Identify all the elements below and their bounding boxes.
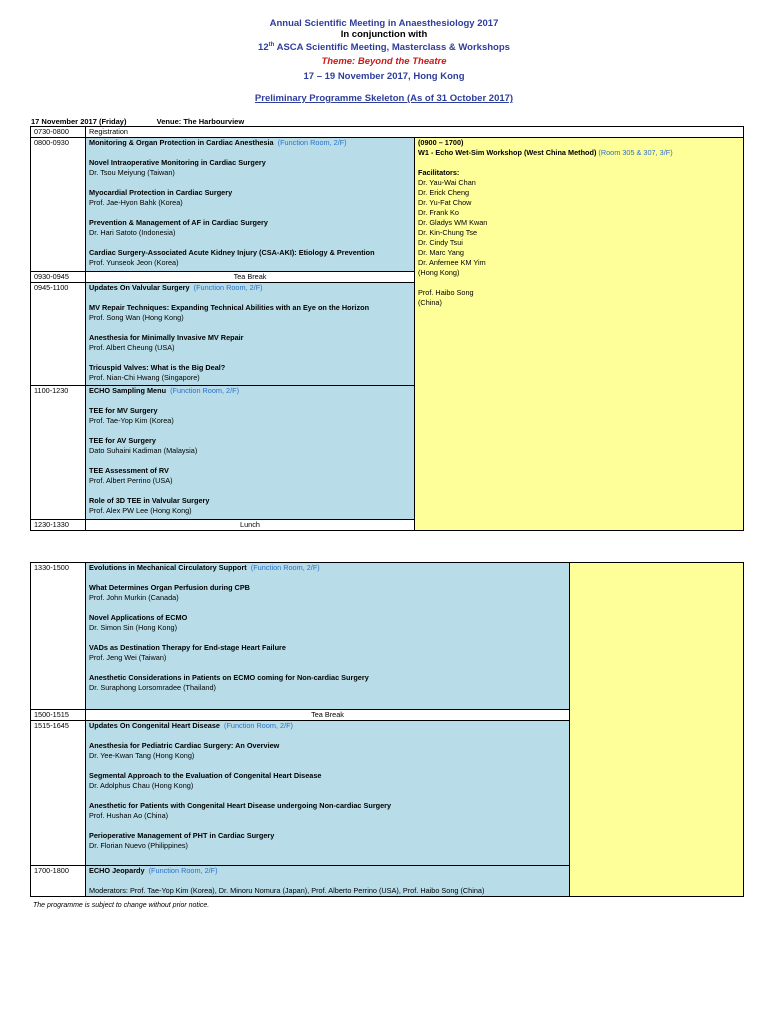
session-cell [86,563,570,710]
dates-line: 17 – 19 November 2017, Hong Kong [303,71,465,82]
facilitator: Dr. Gladys WM Kwan [418,218,488,227]
facilitator: Dr. Yu-Fat Chow [418,198,472,207]
day-venue: Venue: The Harbourview [156,117,245,126]
session-room: (Function Room, 2/F) [170,386,240,395]
speaker: Dr. Hari Satoto (Indonesia) [89,228,176,237]
session-room: (Function Room, 2/F) [250,563,320,572]
speaker: Dr. Tsou Meiyung (Taiwan) [89,168,175,177]
break-cell: Lunch [86,520,415,531]
speaker: Prof. Hushan Ao (China) [89,811,169,820]
programme-table-morning [30,126,744,531]
day-date: 17 November 2017 (Friday) [31,117,127,126]
workshop-cell [415,138,744,531]
speaker: Prof. Nian-Chi Hwang (Singapore) [89,373,200,382]
talk-title: VADs as Destination Therapy for End-stage Heart Failure [89,643,286,652]
facilitator: Dr. Yau-Wai Chan [418,178,476,187]
facilitator: Dr. Frank Ko [418,208,459,217]
asca-line: 12th ASCA Scientific Meeting, Masterclass & Workshops [258,42,510,54]
session-room: (Function Room, 2/F) [193,283,263,292]
session-title: Evolutions in Mechanical Circulatory Support [89,563,247,572]
speaker: Prof. Jae-Hyon Bahk (Korea) [89,198,183,207]
moderators: Moderators: Prof. Tae-Yop Kim (Korea), Dr. Minoru Nomura (Japan), Prof. Alberto Perrino (USA), Prof. Haibo Song (China) [89,886,485,895]
speaker: Prof. Song Wan (Hong Kong) [89,313,184,322]
talk-title: Novel Applications of ECMO [89,613,188,622]
time-cell: 0730-0800 [31,127,86,138]
time-cell: 0930-0945 [31,272,86,283]
session-cell [86,386,415,520]
time-cell: 1500-1515 [31,710,86,721]
speaker: Prof. Tae-Yop Kim (Korea) [89,416,174,425]
speaker: Dr. Adolphus Chau (Hong Kong) [89,781,194,790]
registration-cell: Registration [86,127,744,138]
time-cell: 1330-1500 [31,563,86,710]
speaker: Prof. Jeng Wei (Taiwan) [89,653,167,662]
facilitator: Dr. Anfernee KM Yim [418,258,486,267]
table-row [31,563,744,710]
time-cell: 1230-1330 [31,520,86,531]
talk-title: Prevention & Management of AF in Cardiac Surgery [89,218,268,227]
session-cell [86,283,415,386]
session-title: Updates On Valvular Surgery [89,283,190,292]
session-title: ECHO Sampling Menu [89,386,167,395]
speaker: Dato Suhaini Kadiman (Malaysia) [89,446,198,455]
facilitators-label: Facilitators: [418,168,460,177]
talk-title: TEE for MV Surgery [89,406,158,415]
talk-title: TEE for AV Surgery [89,436,156,445]
speaker: Dr. Suraphong Lorsomradee (Thailand) [89,683,216,692]
time-cell: 0945-1100 [31,283,86,386]
talk-title: Anesthetic for Patients with Congenital Heart Disease undergoing Non-cardiac Surgery [89,801,392,810]
time-cell: 1515-1645 [31,721,86,866]
time-cell: 0800-0930 [31,138,86,272]
talk-title: Myocardial Protection in Cardiac Surgery [89,188,233,197]
facilitator: Dr. Cindy Tsui [418,238,463,247]
theme-line: Theme: Beyond the Theatre [321,56,447,67]
speaker: Prof. Albert Perrino (USA) [89,476,173,485]
talk-title: Cardiac Surgery-Associated Acute Kidney Injury (CSA-AKI): Etiology & Prevention [89,248,375,257]
session-cell [86,866,570,897]
day-line [31,117,244,126]
time-cell: 1700-1800 [31,866,86,897]
workshop-title: W1 - Echo Wet-Sim Workshop (West China Method) [418,148,597,157]
speaker: Prof. Alex PW Lee (Hong Kong) [89,506,192,515]
speaker: Dr. Simon Sin (Hong Kong) [89,623,178,632]
break-cell: Tea Break [86,710,570,721]
talk-title: Segmental Approach to the Evaluation of Congenital Heart Disease [89,771,322,780]
table-row [31,127,744,138]
table-row [31,138,744,272]
workshop-room: (Room 305 & 307, 3/F) [598,148,673,157]
talk-title: Anesthesia for Minimally Invasive MV Repair [89,333,244,342]
talk-title: Novel Intraoperative Monitoring in Cardiac Surgery [89,158,266,167]
session-title: ECHO Jeopardy [89,866,145,875]
meeting-title: Annual Scientific Meeting in Anaesthesiology 2017 [269,18,499,29]
programme-table-afternoon [30,562,744,897]
speaker: Prof. Albert Cheung (USA) [89,343,175,352]
talk-title: Anesthesia for Pediatric Cardiac Surgery: An Overview [89,741,280,750]
talk-title: Anesthetic Considerations in Patients on ECMO coming for Non-cardiac Surgery [89,673,369,682]
session-room: (Function Room, 2/F) [148,866,218,875]
facilitator: Dr. Marc Yang [418,248,464,257]
facilitator: Dr. Erick Cheng [418,188,470,197]
talk-title: Perioperative Management of PHT in Cardiac Surgery [89,831,275,840]
talk-title: Role of 3D TEE in Valvular Surgery [89,496,210,505]
conjunction-line: In conjunction with [340,29,428,40]
speaker: Prof. John Murkin (Canada) [89,593,179,602]
speaker: Dr. Florian Nuevo (Philippines) [89,841,188,850]
workshop-continuation-cell [570,563,744,897]
workshop-time: (0900 – 1700) [418,138,464,147]
talk-title: MV Repair Techniques: Expanding Technical Abilities with an Eye on the Horizon [89,303,370,312]
talk-title: Tricuspid Valves: What is the Big Deal? [89,363,226,372]
session-title: Updates On Congenital Heart Disease [89,721,220,730]
speaker: Dr. Yee-Kwan Tang (Hong Kong) [89,751,195,760]
talk-title: What Determines Organ Perfusion during CPB [89,583,250,592]
session-cell [86,721,570,866]
session-title: Monitoring & Organ Protection in Cardiac Anesthesia [89,138,274,147]
facilitator: Dr. Kin-Chung Tse [418,228,478,237]
break-cell: Tea Break [86,272,415,283]
session-room: (Function Room, 2/F) [277,138,347,147]
session-room: (Function Room, 2/F) [224,721,293,730]
facilitator: (China) [418,298,442,307]
footnote: The programme is subject to change without prior notice. [33,902,210,909]
facilitator: (Hong Kong) [418,268,460,277]
time-cell: 1100-1230 [31,386,86,520]
talk-title: TEE Assessment of RV [89,466,169,475]
session-cell [86,138,415,272]
speaker: Prof. Yunseok Jeon (Korea) [89,258,179,267]
programme-subtitle: Preliminary Programme Skeleton (As of 31 October 2017) [254,93,514,104]
facilitator: Prof. Haibo Song [418,288,474,297]
